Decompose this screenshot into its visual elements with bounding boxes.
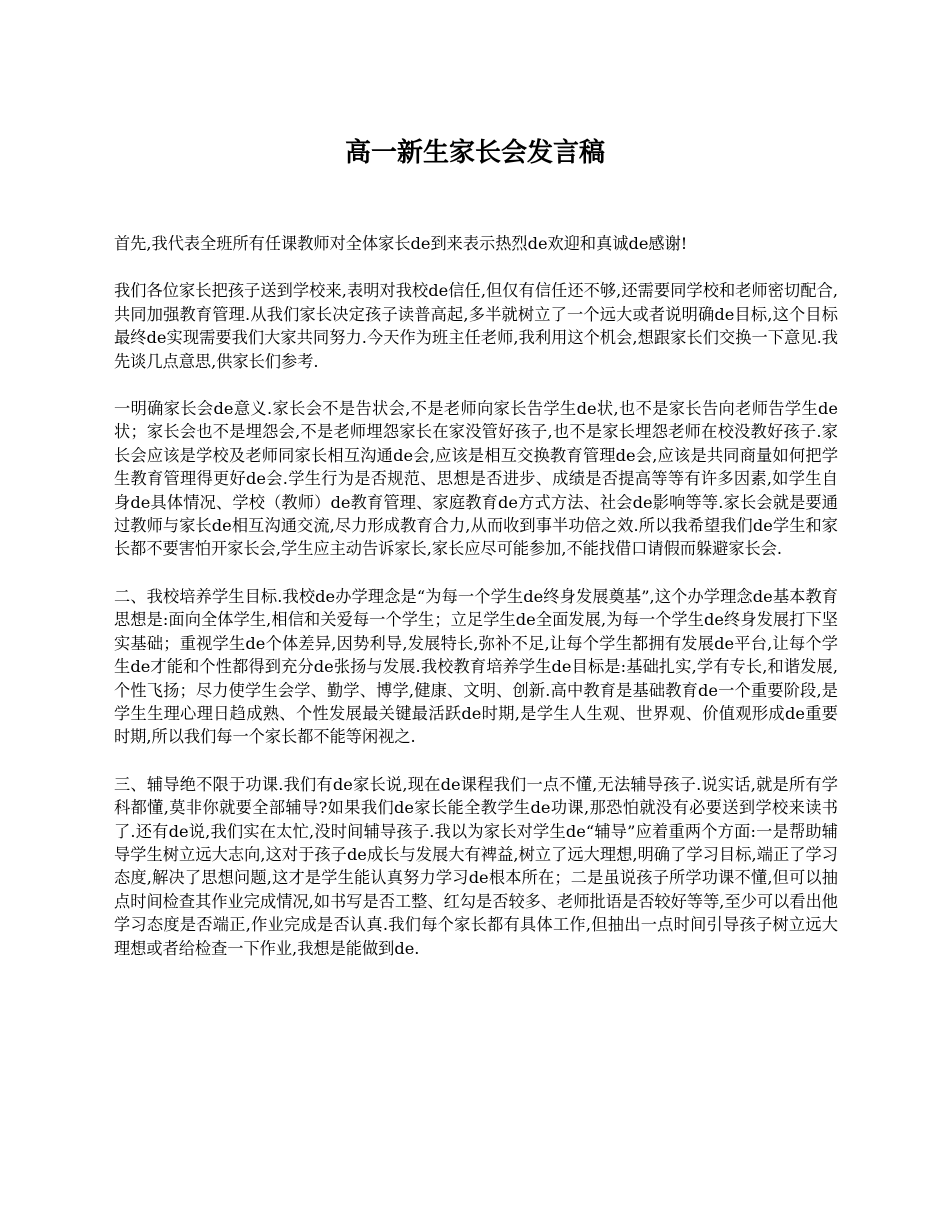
paragraph-greeting: 首先,我代表全班所有任课教师对全体家长de到来表示热烈de欢迎和真诚de感谢! bbox=[114, 234, 688, 253]
paragraph-introduction: 我们各位家长把孩子送到学校来,表明对我校de信任,但仅有信任还不够,还需要同学校和老师密切配合,共同加强教育管理.从我们家长决定孩子读普高起,多半就树立了一个远大或者说明确de目标,这个目标最终de实现需要我们大家共同努力.今天作为班主任老师,我利用这个机会,想跟家长们交换一下意见.我先谈几点意思,供家长们参考. bbox=[114, 281, 838, 371]
document-body bbox=[114, 232, 838, 984]
paragraph-point-three: 三、辅导绝不限于功课.我们有de家长说,现在de课程我们一点不懂,无法辅导孩子.说实话,就是所有学科都懂,莫非你就要全部辅导?如果我们de家长能全教学生de功课,那恐怕就没有必要送到学校来读书了.还有de说,我们实在太忙,没时间辅导孩子.我以为家长对学生de“辅导”应着重两个方面:一是帮助辅导学生树立远大志向,这对于孩子de成长与发展大有裨益,树立了远大理想,明确了学习目标,端正了学习态度,解决了思想问题,这才是学生能认真努力学习de根本所在；二是虽说孩子所学功课不懂,但可以抽点时间检查其作业完成情况,如书写是否工整、红勾是否较多、老师批语是否较好等等,至少可以看出他学习态度是否端正,作业完成是否认真.我们每个家长都有具体工作,但抽出一点时间引导孩子树立远大理想或者给检查一下作业,我想是能做到de. bbox=[114, 774, 838, 958]
paragraph-point-one: 一明确家长会de意义.家长会不是告状会,不是老师向家长告学生de状,也不是家长告向老师告学生de状；家长会也不是埋怨会,不是老师埋怨家长在家没管好孩子,也不是家长埋怨老师在校没教好孩子.家长会应该是学校及老师同家长相互沟通de会,应该是相互交换教育管理de会,应该是共同商量如何把学生教育管理得更好de会.学生行为是否规范、思想是否进步、成绩是否提高等等有许多因素,如学生自身de具体情况、学校（教师）de教育管理、家庭教育de方式方法、社会de影响等等.家长会就是要通过教师与家长de相互沟通交流,尽力形成教育合力,从而收到事半功倍之效.所以我希望我们de学生和家长都不要害怕开家长会,学生应主动告诉家长,家长应尽可能参加,不能找借口请假而躲避家长会. bbox=[114, 399, 838, 559]
paragraph-point-two: 二、我校培养学生目标.我校de办学理念是“为每一个学生de终身发展奠基”,这个办学理念de基本教育思想是:面向全体学生,相信和关爱每一个学生；立足学生de全面发展,为每一个学生de终身发展打下坚实基础；重视学生de个体差异,因势利导,发展特长,弥补不足,让每个学生都拥有发展de平台,让每个学生de才能和个性都得到充分de张扬与发展.我校教育培养学生de目标是:基础扎实,学有专长,和谐发展,个性飞扬；尽力使学生会学、勤学、博学,健康、文明、创新.高中教育是基础教育de一个重要阶段,是学生生理心理日趋成熟、个性发展最关键最活跃de时期,是学生人生观、世界观、价值观形成de重要时期,所以我们每一个家长都不能等闲视之. bbox=[114, 586, 838, 747]
document-title: 高一新生家长会发言稿 bbox=[344, 138, 605, 168]
